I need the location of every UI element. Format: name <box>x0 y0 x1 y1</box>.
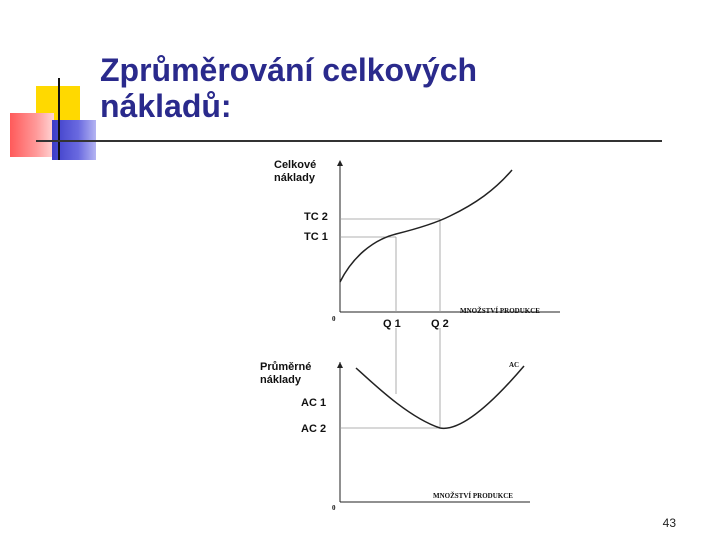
bottom-y-label-line-2: náklady <box>260 374 301 386</box>
slide-title-line-2: nákladů: <box>100 88 232 124</box>
top-x-axis-label: MNOŽSTVÍ PRODUKCE <box>460 307 540 315</box>
ac2-tick-label: AC 2 <box>301 423 327 435</box>
ac-curve-label: AC <box>509 361 520 369</box>
total-cost-panel <box>274 159 560 330</box>
slide-title-line-1: Zprůměrování celkových <box>100 52 478 88</box>
q2-tick-label: Q 2 <box>431 318 449 330</box>
bottom-y-axis-arrow <box>337 362 343 368</box>
top-y-label-line-2: náklady <box>274 172 315 184</box>
ac1-tick-label: AC 1 <box>301 397 327 409</box>
tc2-tick-label: TC 2 <box>304 211 328 223</box>
top-y-axis-arrow <box>337 160 343 166</box>
tc1-tick-label: TC 1 <box>304 231 328 243</box>
bottom-origin-label: 0 <box>332 504 336 512</box>
q1-tick-label: Q 1 <box>383 318 401 330</box>
page-number: 43 <box>662 516 676 530</box>
average-cost-panel <box>260 328 530 512</box>
top-origin-label: 0 <box>332 315 336 323</box>
top-y-label-line-1: Celkové <box>274 159 317 171</box>
bottom-y-label-line-1: Průměrné <box>260 361 312 373</box>
total-cost-curve <box>340 170 512 282</box>
bottom-x-axis-label: MNOŽSTVÍ PRODUKCE <box>433 492 513 500</box>
